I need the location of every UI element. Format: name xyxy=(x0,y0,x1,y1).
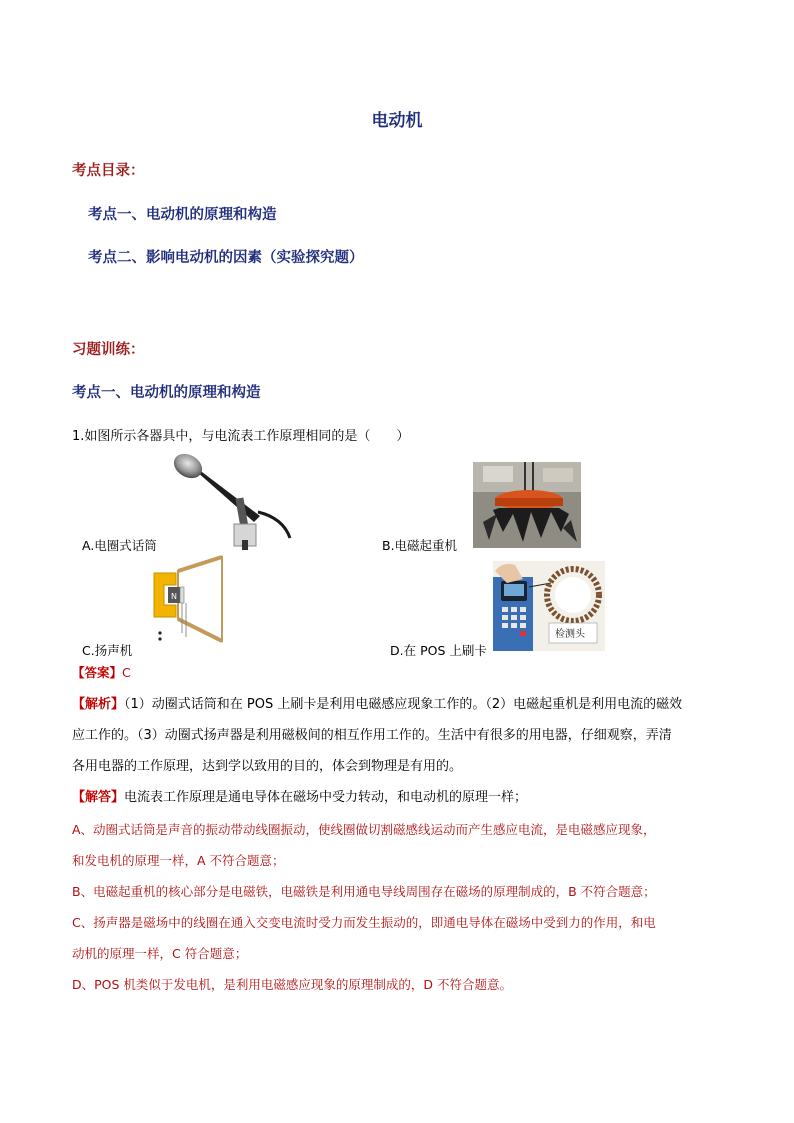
solution-line-5: 动机的原理一样，C 符合题意； xyxy=(72,946,248,961)
option-c: C.扬声机 xyxy=(82,643,133,658)
question-text: 1.如图所示各器具中，与电流表工作原理相同的是（ ） xyxy=(72,429,410,444)
pos-reader-figure xyxy=(493,561,605,651)
solution-line-0 xyxy=(72,782,527,813)
solution-line-4: C、扬声器是磁场中的线圈在通入交变电流时受力而发生振动的，即通电导体在磁场中受到力的作用，和电 xyxy=(72,915,656,930)
option-a: A.电圈式话筒 xyxy=(82,538,157,553)
crane-figure xyxy=(473,462,581,548)
answer-tag: 【答案】 xyxy=(72,665,123,680)
detection-head-label: 检测头 xyxy=(555,629,585,640)
toc-heading: 考点目录： xyxy=(72,163,145,179)
speaker-figure xyxy=(150,553,226,645)
answer-value: C xyxy=(122,665,131,680)
svg-text:N: N xyxy=(171,592,177,601)
section-heading: 考点一、电动机的原理和构造 xyxy=(72,385,261,401)
analysis-line-1 xyxy=(72,689,682,720)
option-d: D.在 POS 上刷卡 xyxy=(390,643,487,658)
analysis-text-1: （1）动圈式话筒和在 POS 上刷卡是利用电磁感应现象工作的。（2）电磁起重机是利用电流的磁效 xyxy=(124,697,683,712)
option-b: B.电磁起重机 xyxy=(382,538,458,553)
page-title: 电动机 xyxy=(371,111,423,131)
solution-line-6: D、POS 机类似于发电机，是利用电磁感应现象的原理制成的，D 不符合题意。 xyxy=(72,977,513,992)
answer-line xyxy=(72,657,131,688)
solution-tag: 【解答】 xyxy=(72,790,125,805)
toc-item-2: 考点二、影响电动机的因素（实验探究题） xyxy=(88,250,364,266)
microphone-figure xyxy=(168,450,300,550)
solution-line-2: 和发电机的原理一样，A 不符合题意； xyxy=(72,853,285,868)
analysis-tag: 【解析】 xyxy=(72,697,125,712)
analysis-line-2: 应工作的。（3）动圈式扬声器是利用磁极间的相互作用工作的。生活中有很多的用电器，仔细观察，弄清 xyxy=(72,728,672,743)
practice-heading: 习题训练： xyxy=(72,342,145,358)
solution-line-3: B、电磁起重机的核心部分是电磁铁，电磁铁是利用通电导线周围存在磁场的原理制成的，B 不符合题意； xyxy=(72,884,656,899)
solution-line-1: A、动圈式话筒是声音的振动带动线圈振动，使线圈做切割磁感线运动而产生感应电流，是电磁感应现象， xyxy=(72,822,656,837)
analysis-line-3: 各用电器的工作原理，达到学以致用的目的，体会到物理是有用的。 xyxy=(72,759,463,774)
solution-first-text: 电流表工作原理是通电导体在磁场中受力转动，和电动机的原理一样； xyxy=(124,790,528,805)
toc-item-1: 考点一、电动机的原理和构造 xyxy=(88,207,277,223)
